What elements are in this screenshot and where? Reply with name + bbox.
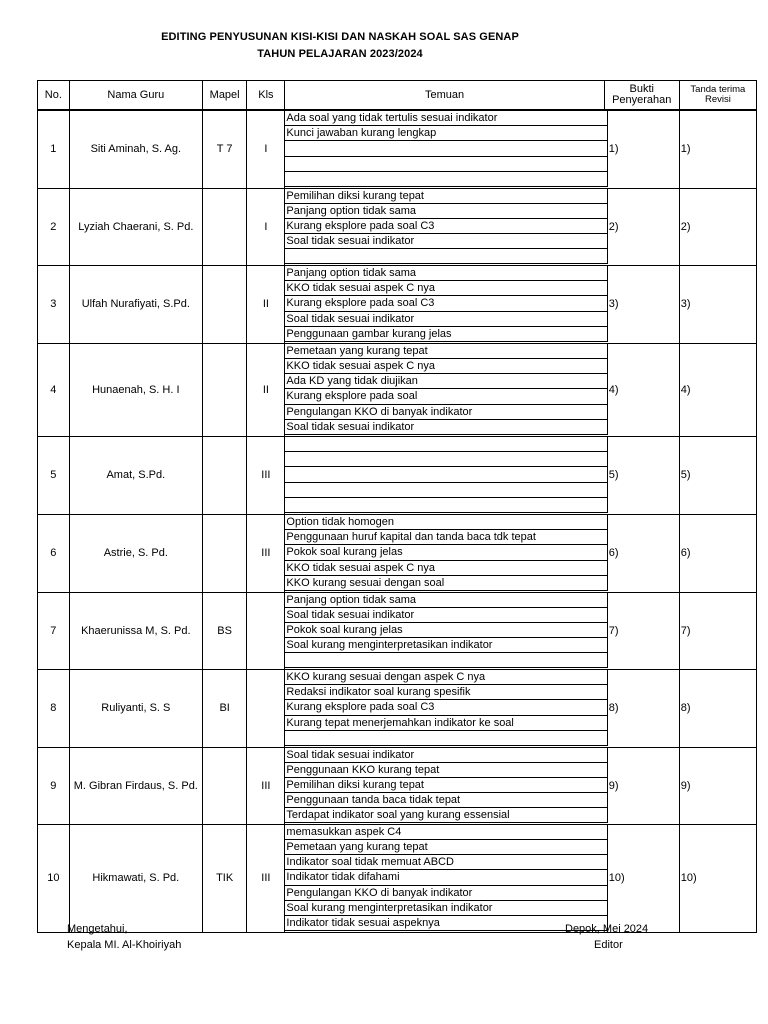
finding-line: Pengulangan KKO di banyak indikator (285, 886, 607, 901)
table-row (38, 110, 757, 189)
finding-line: Terdapat indikator soal yang kurang essensial (285, 808, 607, 823)
bukti-penyerahan-value: 1) (608, 143, 619, 155)
subject: T 7 (202, 110, 246, 189)
findings-cell (285, 747, 679, 824)
finding-line: Pemilihan diksi kurang tepat (285, 778, 607, 793)
tanda-terima-value: 1) (679, 110, 756, 189)
bukti-penyerahan-value: 10) (608, 872, 625, 884)
finding-line: Kurang eksplore pada soal C3 (285, 296, 607, 311)
bukti-penyerahan-value: 9) (608, 779, 619, 792)
teacher-name: Hikmawati, S. Pd. (69, 824, 202, 932)
table-row (38, 436, 757, 514)
row-number: 3 (38, 265, 70, 343)
finding-line (285, 653, 607, 668)
class-level (247, 592, 285, 669)
finding-line: Soal tidak sesuai indikator (285, 312, 607, 327)
class-level: III (247, 514, 285, 592)
document-subtitle: TAHUN PELAJARAN 2023/2024 (257, 48, 423, 60)
header-row (38, 81, 757, 110)
finding-line: Kurang eksplore pada soal (285, 389, 607, 404)
finding-line: Kurang eksplore pada soal C3 (285, 219, 607, 234)
teacher-name: Lyziah Chaerani, S. Pd. (69, 188, 202, 265)
finding-line: Redaksi indikator soal kurang spesifik (285, 685, 607, 700)
row-number: 10 (38, 824, 70, 932)
finding-line: Soal tidak sesuai indikator (285, 420, 607, 435)
header-bukti-penyerahan (604, 81, 679, 110)
findings-cell (285, 343, 679, 436)
row-number: 4 (38, 343, 70, 436)
bukti-penyerahan-value: 4) (608, 383, 619, 396)
finding-line (285, 437, 607, 452)
finding-line: Pengulangan KKO di banyak indikator (285, 405, 607, 420)
table-row (38, 265, 757, 343)
table-row (38, 747, 757, 824)
subject: BS (202, 592, 246, 669)
bukti-penyerahan-value: 5) (608, 469, 619, 481)
finding-line: Penggunaan tanda baca tidak tepat (285, 793, 607, 808)
finding-line: Soal kurang menginterpretasikan indikator (285, 901, 607, 916)
class-level: II (247, 265, 285, 343)
class-level: I (247, 188, 285, 265)
class-level: II (247, 343, 285, 436)
table-row (38, 343, 757, 436)
subject (202, 343, 246, 436)
class-level: I (247, 110, 285, 189)
finding-line: Soal tidak sesuai indikator (285, 608, 607, 623)
finding-line: KKO tidak sesuai aspek C nya (285, 561, 607, 576)
finding-line: memasukkan aspek C4 (285, 825, 607, 840)
row-number: 9 (38, 747, 70, 824)
finding-line (285, 483, 607, 498)
footer-place-date: Depok, Mei 2024 (565, 923, 649, 935)
findings-cell (285, 188, 679, 265)
class-level: III (247, 824, 285, 932)
subject: BI (202, 669, 246, 747)
teacher-name: Ulfah Nurafiyati, S.Pd. (69, 265, 202, 343)
finding-line: Soal kurang menginterpretasikan indikator (285, 638, 607, 653)
table-row (38, 669, 757, 747)
findings-table (37, 80, 757, 933)
finding-line: Pokok soal kurang jelas (285, 545, 607, 560)
finding-line: Pokok soal kurang jelas (285, 623, 607, 638)
table-row (38, 514, 757, 592)
table-row (38, 188, 757, 265)
bukti-penyerahan-value: 3) (608, 298, 619, 310)
header-no: No. (38, 81, 70, 110)
findings-cell (285, 669, 679, 747)
finding-line: KKO kurang sesuai dengan aspek C nya (285, 670, 607, 685)
finding-line: Pemilihan diksi kurang tepat (285, 189, 607, 204)
header-tanda-line2: Revisi (704, 93, 731, 105)
finding-line: Panjang option tidak sama (285, 266, 607, 281)
finding-line (285, 498, 607, 513)
finding-line: Kurang eksplore pada soal C3 (285, 700, 607, 715)
findings-cell (285, 436, 679, 514)
findings-cell (285, 514, 679, 592)
finding-line (285, 731, 607, 746)
finding-line: Penggunaan huruf kapital dan tanda baca tdk tepat (285, 530, 607, 545)
header-tanda-terima-revisi (679, 81, 756, 110)
finding-line: Indikator tidak sesuai aspeknya (285, 916, 607, 931)
finding-line: Panjang option tidak sama (285, 593, 607, 608)
tanda-terima-value: 6) (679, 514, 756, 592)
finding-line: Ada soal yang tidak tertulis sesuai indikator (285, 111, 607, 126)
tanda-terima-value: 7) (679, 592, 756, 669)
class-level: III (247, 436, 285, 514)
bukti-penyerahan-value: 8) (608, 702, 619, 714)
subject (202, 265, 246, 343)
table-row (38, 592, 757, 669)
finding-line: KKO tidak sesuai aspek C nya (285, 359, 607, 374)
findings-cell (285, 824, 679, 932)
row-number: 8 (38, 669, 70, 747)
finding-line: Panjang option tidak sama (285, 204, 607, 219)
finding-line (285, 141, 607, 156)
teacher-name: M. Gibran Firdaus, S. Pd. (69, 747, 202, 824)
finding-line: Kurang tepat menerjemahkan indikator ke soal (285, 716, 607, 731)
footer-editor: Editor (594, 939, 623, 951)
finding-line: Indikator soal tidak memuat ABCD (285, 855, 607, 870)
findings-cell (285, 110, 679, 189)
table-row (38, 824, 757, 932)
finding-line: KKO kurang sesuai dengan soal (285, 576, 607, 591)
header-tanda-line1: Tanda terima (690, 83, 746, 95)
row-number: 7 (38, 592, 70, 669)
tanda-terima-value: 3) (679, 265, 756, 343)
finding-line: Ada KD yang tidak diujikan (285, 374, 607, 389)
document-title: EDITING PENYUSUNAN KISI-KISI DAN NASKAH SOAL SAS GENAP (161, 31, 519, 43)
tanda-terima-value: 8) (679, 669, 756, 747)
subject (202, 436, 246, 514)
finding-line: Soal tidak sesuai indikator (285, 234, 607, 249)
teacher-name: Astrie, S. Pd. (69, 514, 202, 592)
row-number: 6 (38, 514, 70, 592)
findings-cell (285, 265, 679, 343)
bukti-penyerahan-value: 6) (608, 547, 619, 559)
finding-line (285, 157, 607, 172)
tanda-terima-value: 9) (679, 747, 756, 824)
subject (202, 514, 246, 592)
finding-line: Soal tidak sesuai indikator (285, 748, 607, 763)
header-bukti-line2: Penyerahan (612, 93, 672, 106)
row-number: 5 (38, 436, 70, 514)
tanda-terima-value: 10) (679, 824, 756, 932)
finding-line (285, 452, 607, 467)
subject: TIK (202, 824, 246, 932)
footer-kepala: Kepala MI. Al-Khoiriyah (67, 939, 182, 951)
findings-cell (285, 592, 679, 669)
finding-line: KKO tidak sesuai aspek C nya (285, 281, 607, 296)
finding-line: Option tidak homogen (285, 515, 607, 530)
tanda-terima-value: 2) (679, 188, 756, 265)
finding-line: Indikator tidak difahami (285, 870, 607, 885)
teacher-name: Hunaenah, S. H. I (69, 343, 202, 436)
bukti-penyerahan-value: 2) (608, 220, 619, 233)
header-kls: Kls (247, 81, 285, 110)
footer-mengetahui: Mengetahui, (67, 923, 128, 935)
subject (202, 747, 246, 824)
class-level (247, 669, 285, 747)
header-mapel: Mapel (202, 81, 246, 110)
finding-line: Pemetaan yang kurang tepat (285, 840, 607, 855)
finding-line (285, 249, 607, 264)
class-level: III (247, 747, 285, 824)
finding-line (285, 172, 607, 187)
row-number: 2 (38, 188, 70, 265)
teacher-name: Khaerunissa M, S. Pd. (69, 592, 202, 669)
tanda-terima-value: 5) (679, 436, 756, 514)
finding-line: Kunci jawaban kurang lengkap (285, 126, 607, 141)
teacher-name: Amat, S.Pd. (69, 436, 202, 514)
tanda-terima-value: 4) (679, 343, 756, 436)
header-nama-guru: Nama Guru (69, 81, 202, 110)
header-bukti-line1: Bukti (629, 82, 654, 95)
row-number: 1 (38, 110, 70, 189)
finding-line (285, 467, 607, 482)
finding-line: Pemetaan yang kurang tepat (285, 344, 607, 359)
bukti-penyerahan-value: 7) (608, 624, 619, 637)
header-temuan: Temuan (285, 81, 604, 110)
teacher-name: Siti Aminah, S. Ag. (69, 110, 202, 189)
finding-line: Penggunaan KKO kurang tepat (285, 763, 607, 778)
teacher-name: Ruliyanti, S. S (69, 669, 202, 747)
finding-line: Penggunaan gambar kurang jelas (285, 327, 607, 342)
subject (202, 188, 246, 265)
